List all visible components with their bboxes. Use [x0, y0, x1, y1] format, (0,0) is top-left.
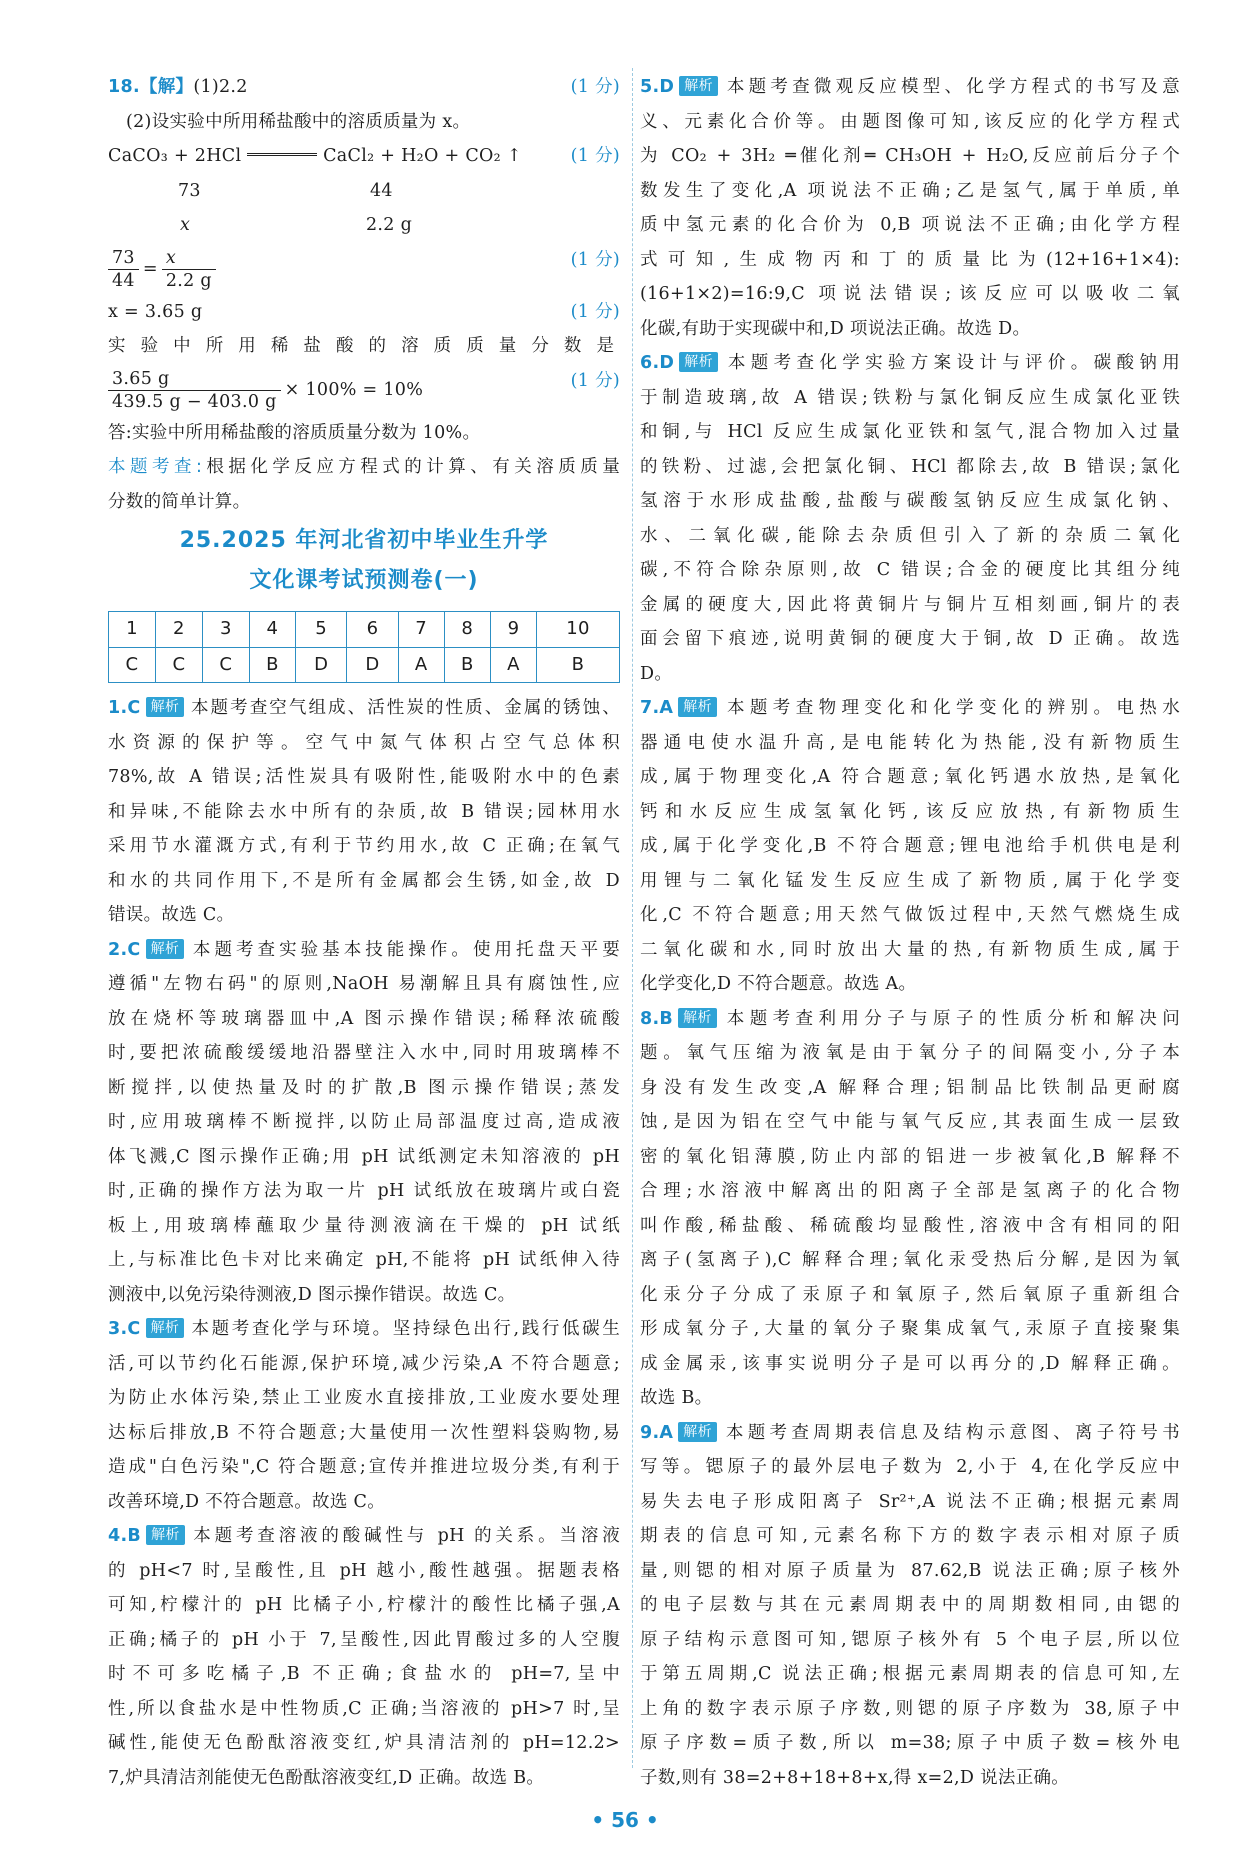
question-number: 3.C: [108, 1319, 141, 1339]
explanation-line: 易失去电子形成阳离子 Sr²⁺,A 说法不正确;根据元素周: [640, 1491, 1180, 1512]
q18-result: [108, 295, 620, 330]
explanation-line: 形成氧分子,大量的氧分子聚集成氧气,汞原子直接聚集: [640, 1319, 1180, 1339]
fraction-x-2.2: $\frac{x}{2.2 g}$: [162, 247, 216, 292]
explanation-line: 水、二氧化碳,能除去杂质但引入了新的杂质二氧化: [640, 525, 1180, 546]
equation-right: CaCl₂ + H₂O + CO₂ ↑: [323, 146, 522, 166]
q18-line-2: (2)设实验中所用稀盐酸中的溶质质量为 x。: [126, 111, 471, 132]
right-column: [640, 70, 1180, 1795]
explanation-item: [108, 1312, 620, 1519]
explanation-line: [108, 933, 620, 968]
answer-table-answer-cell: A: [398, 647, 444, 683]
known-mass: 2.2 g: [366, 215, 413, 235]
explanation-line: 达标后排放,B 不符合题意;大量使用一次性塑料袋购物,易: [108, 1422, 620, 1443]
analysis-badge: 解析: [146, 1318, 185, 1338]
answer-table-number-cell: 5: [296, 612, 347, 648]
answer-table-answer-cell: A: [490, 647, 536, 683]
explanation-line: 碳,不符合除杂原则,故 C 错误;合金的硬度比其组分纯: [640, 560, 1180, 580]
explanation-line: 水资源的保护等。空气中氮气体积占空气总体积: [108, 732, 620, 753]
explanation-line: 原子结构示意图可知,锶原子核外有 5 个电子层,所以位: [640, 1629, 1180, 1650]
answer-table-answer-cell: B: [537, 647, 620, 683]
analysis-badge: 解析: [678, 1008, 717, 1028]
q18-equation: [108, 139, 620, 174]
explanation-line: 化学变化,D 不符合题意。故选 A。: [640, 974, 917, 994]
explanation-line: 离子(氢离子),C 解释合理;氧化汞受热后分解,是因为氧: [640, 1250, 1180, 1270]
explanation-line: 式可知,生成物丙和丁的质量比为(12+16+1×4):: [640, 249, 1180, 270]
explanation-line: 的 pH<7 时,呈酸性,且 pH 越小,酸性越强。据题表格: [108, 1560, 620, 1581]
explanation-line: 故选 B。: [640, 1388, 713, 1408]
analysis-badge: 解析: [679, 352, 718, 372]
analysis-badge: 解析: [146, 697, 185, 717]
focus-label: 本题考查:: [108, 457, 203, 477]
question-number: 6.D: [640, 353, 675, 373]
explanation-line: 合理;水溶液中解离出的阳离子全部是氢离子的化合物: [640, 1181, 1180, 1201]
explanation-line: 78%,故 A 错误;活性炭具有吸附性,能吸附水中的色素: [108, 767, 620, 787]
explanation-line: 的铁粉、过滤,会把氯化铜、HCl 都除去,故 B 错误;氯化: [640, 456, 1180, 477]
answer-table-answer-cell: C: [202, 647, 249, 683]
explanation-line: [108, 1519, 620, 1554]
equation-left: CaCO₃ + 2HCl: [108, 146, 242, 166]
answer-table-answer-cell: C: [109, 647, 156, 683]
q18-molar-masses: [108, 174, 620, 209]
answer-table-answer-cell: B: [444, 647, 490, 683]
explanation-line: 面会留下痕迹,说明黄铜的硬度大于铜,故 D 正确。故选: [640, 629, 1180, 649]
explanation-line: 时,要把浓硫酸缓缓地沿器壁注入水中,同时用玻璃棒不: [108, 1043, 620, 1063]
answer-table-answer-cell: C: [155, 647, 202, 683]
question-number: 8.B: [640, 1008, 674, 1029]
points-label: (1 分): [570, 249, 620, 270]
fraction-mass: $\frac{3.65 g}{439.5 g - 403.0 g}$: [108, 368, 281, 413]
question-number: 7.A: [640, 698, 674, 718]
explanation-line: 密的氧化铝薄膜,防止内部的铝进一步被氧化,B 解释不: [640, 1146, 1180, 1167]
explanation-line: 成金属汞,该事实说明分子是可以再分的,D 解释正确。: [640, 1353, 1180, 1374]
explanation-item: [108, 691, 620, 933]
explanation-line: 化,C 不符合题意;用天然气做饭过程中,天然气燃烧生成: [640, 905, 1180, 925]
answer-table-answers: [109, 647, 620, 683]
explanation-line: [640, 691, 1180, 726]
answer-table-number-cell: 6: [347, 612, 398, 648]
explanation-text: 本题考查利用分子与原子的性质分析和解决问: [721, 1008, 1180, 1029]
fraction-73-44: $\frac{73}{44}$: [108, 247, 139, 292]
question-number: 9.A: [640, 1422, 674, 1443]
q18-unknowns: [108, 208, 620, 243]
analysis-badge: 解析: [146, 1525, 185, 1545]
explanation-line: 板上,用玻璃棒蘸取少量待测液滴在干燥的 pH 试纸: [108, 1215, 620, 1236]
explanation-item: [108, 933, 620, 1313]
explanation-line: 改善环境,D 不符合题意。故选 C。: [108, 1491, 386, 1512]
explanation-line: 碱性,能使无色酚酞溶液变红,炉具清洁剂的 pH=12.2>: [108, 1733, 620, 1753]
explanation-line: 为防止水体污染,禁止工业废水直接排放,工业废水要处理: [108, 1388, 620, 1408]
explanation-text: 本题考查周期表信息及结构示意图、离子符号书: [721, 1422, 1180, 1443]
q18-number: 18.: [108, 77, 140, 97]
explanation-line: 和水的共同作用下,不是所有金属都会生锈,如金,故 D: [108, 870, 620, 891]
explanation-line: 和铜,与 HCl 反应生成氯化亚铁和氢气,混合物加入过量: [640, 422, 1180, 442]
q18-block: [108, 70, 620, 519]
question-number: 4.B: [108, 1526, 142, 1546]
explanation-line: 写等。锶原子的最外层电子数为 2,小于 4,在化学反应中: [640, 1457, 1180, 1477]
explanation-line: 质中氢元素的化合价为 0,B 项说法不正确;由化学方程: [640, 215, 1180, 235]
explanation-line: [640, 1416, 1180, 1451]
answer-table-answer-cell: B: [249, 647, 295, 683]
result-text: x = 3.65 g: [108, 301, 203, 322]
explanation-item: [640, 346, 1180, 691]
explanation-line: 放在烧杯等玻璃器皿中,A 图示操作错误;稀释浓硫酸: [108, 1008, 620, 1029]
left-column: [108, 70, 620, 1795]
explanation-line: 体飞溅,C 图示操作正确;用 pH 试纸测定未知溶液的 pH: [108, 1146, 620, 1167]
q18-line-1: [108, 70, 620, 105]
explanation-line: 身没有发生改变,A 解释合理;铝制品比铁制品更耐腐: [640, 1077, 1180, 1098]
explanation-line: 量,则锶的相对原子质量为 87.62,B 说法正确;原子核外: [640, 1560, 1180, 1581]
fraction-tail: × 100% = 10%: [284, 379, 424, 400]
explanation-line: 时不可多吃橘子,B 不正确;食盐水的 pH=7,呈中: [108, 1664, 620, 1684]
left-explanations: [108, 691, 620, 1795]
equals-arrow: [247, 139, 317, 174]
section-title-1: 25.2025 年河北省初中毕业生升学: [179, 528, 549, 553]
explanation-line: 化碳,有助于实现碳中和,D 项说法正确。故选 D。: [640, 318, 1031, 339]
question-number: 1.C: [108, 698, 141, 718]
explanation-item: [640, 1416, 1180, 1796]
explanation-item: [640, 691, 1180, 1002]
column-divider: [632, 68, 633, 1768]
q18-tag: 【解】: [139, 77, 194, 97]
analysis-badge: 解析: [678, 1422, 717, 1442]
q18-focus-2: 分数的简单计算。: [108, 491, 251, 512]
q18-focus: [108, 450, 620, 485]
explanation-text: 本题考查溶液的酸碱性与 pH 的关系。当溶液: [189, 1526, 620, 1546]
explanation-line: 可知,柠檬汁的 pH 比橘子小,柠檬汁的酸性比橘子强,A: [108, 1595, 620, 1615]
explanation-line: 测液中,以免污染待测液,D 图示操作错误。故选 C。: [108, 1284, 516, 1305]
explanation-line: 和异味,不能除去水中所有的杂质,故 B 错误;园林用水: [108, 801, 620, 822]
answer-table-number-cell: 1: [109, 612, 156, 648]
answer-table-number-cell: 4: [249, 612, 295, 648]
question-number: 5.D: [640, 77, 675, 97]
points-label: (1 分): [570, 301, 620, 322]
explanation-item: [640, 1002, 1180, 1416]
explanation-line: D。: [640, 663, 673, 684]
explanation-line: 用锂与二氧化锰发生反应生成了新物质,属于化学变: [640, 870, 1180, 891]
explanation-item: [108, 1519, 620, 1795]
explanation-line: (16+1×2)=16:9,C 项说法错误;该反应可以吸收二氧: [640, 284, 1180, 304]
explanation-line: 子数,则有 38=2+8+18+8+x,得 x=2,D 说法正确。: [640, 1767, 1070, 1788]
answer-table-number-cell: 9: [490, 612, 536, 648]
explanation-line: 正确;橘子的 pH 小于 7,呈酸性,因此胃酸过多的人空腹: [108, 1629, 620, 1650]
analysis-badge: 解析: [146, 939, 185, 959]
q18-mass-text: 实验中所用稀盐酸的溶质质量分数是: [108, 336, 620, 356]
explanation-line: 成,属于物理变化,A 符合题意;氧化钙遇水放热,是氧化: [640, 767, 1180, 787]
explanation-line: 时,应用玻璃棒不断搅拌,以防止局部温度过高,造成液: [108, 1112, 620, 1132]
explanation-line: 钙和水反应生成氢氧化钙,该反应放热,有新物质生: [640, 801, 1180, 822]
explanation-line: 为 CO₂ + 3H₂ ═催化剂═ CH₃OH + H₂O,反应前后分子个: [640, 146, 1180, 166]
explanation-line: 氢溶于水形成盐酸,盐酸与碳酸氢钠反应生成氯化钠、: [640, 491, 1180, 511]
q18-proportion: $\frac{73}{44}$ = $\frac{x}{2.2 g}$ (1 分): [108, 243, 620, 295]
unknown-x: x: [180, 215, 191, 235]
explanation-line: 叫作酸,稀盐酸、稀硫酸均显酸性,溶液中含有相同的阳: [640, 1215, 1180, 1236]
analysis-badge: 解析: [679, 76, 718, 96]
explanation-line: [108, 691, 620, 726]
q18-part1: (1)2.2: [193, 77, 248, 97]
explanation-text: 本题考查化学与环境。坚持绿色出行,践行低碳生: [189, 1319, 620, 1339]
q18-answer: 答:实验中所用稀盐酸的溶质质量分数为 10%。: [108, 422, 481, 443]
explanation-line: 于制造玻璃,故 A 错误;铁粉与氯化铜反应生成氯化亚铁: [640, 387, 1180, 408]
explanation-line: 性,所以食盐水是中性物质,C 正确;当溶液的 pH>7 时,呈: [108, 1698, 620, 1719]
focus-text: 根据化学反应方程式的计算、有关溶质质量: [202, 457, 620, 477]
explanation-line: 二氧化碳和水,同时放出大量的热,有新物质生成,属于: [640, 939, 1180, 960]
explanation-line: [640, 1002, 1180, 1037]
explanation-text: 本题考查微观反应模型、化学方程式的书写及意: [722, 77, 1180, 97]
explanation-line: 义、元素化合价等。由题图像可知,该反应的化学方程式: [640, 111, 1180, 132]
explanation-line: 造成"白色污染",C 符合题意;宣传并推进垃圾分类,有利于: [108, 1457, 620, 1477]
explanation-line: 上角的数字表示原子序数,则锶的原子序数为 38,原子中: [640, 1698, 1180, 1719]
explanation-line: 成,属于化学变化,B 不符合题意;锂电池给手机供电是利: [640, 836, 1180, 856]
explanation-item: [640, 70, 1180, 346]
q18-mass-fraction: [108, 364, 620, 416]
explanation-line: 数发生了变化,A 项说法不正确;乙是氢气,属于单质,单: [640, 180, 1180, 201]
answer-table-answer-cell: D: [347, 647, 398, 683]
right-explanations: [640, 70, 1180, 1795]
explanation-line: 活,可以节约化石能源,保护环境,减少污染,A 不符合题意;: [108, 1353, 620, 1374]
explanation-line: 7,炉具清洁剂能使无色酚酞溶液变红,D 正确。故选 B。: [108, 1767, 545, 1788]
answer-table-number-cell: 7: [398, 612, 444, 648]
explanation-line: [640, 70, 1180, 105]
answer-table-answer-cell: D: [296, 647, 347, 683]
points-label: (1 分): [570, 146, 620, 166]
explanation-line: 原子序数=质子数,所以 m=38;原子中质子数=核外电: [640, 1733, 1180, 1753]
explanation-line: 于第五周期,C 说法正确;根据元素周期表的信息可知,左: [640, 1664, 1180, 1684]
explanation-line: [640, 346, 1180, 381]
answer-table-number-cell: 2: [155, 612, 202, 648]
answer-table-number-cell: 8: [444, 612, 490, 648]
explanation-line: 采用节水灌溉方式,有利于节约用水,故 C 正确;在氧气: [108, 836, 620, 856]
explanation-text: 本题考查空气组成、活性炭的性质、金属的锈蚀、: [189, 698, 620, 718]
explanation-line: 金属的硬度大,因此将黄铜片与铜片互相刻画,铜片的表: [640, 594, 1180, 615]
explanation-line: 化汞分子分成了汞原子和氧原子,然后氧原子重新组合: [640, 1284, 1180, 1305]
molar-mass-1: 73: [178, 180, 201, 201]
answer-table: [108, 611, 620, 683]
analysis-badge: 解析: [678, 697, 717, 717]
explanation-line: 期表的信息可知,元素名称下方的数字表示相对原子质: [640, 1526, 1180, 1546]
question-number: 2.C: [108, 939, 141, 960]
answer-table-number-cell: 10: [537, 612, 620, 648]
explanation-line: 遵循"左物右码"的原则,NaOH 易潮解且具有腐蚀性,应: [108, 974, 620, 994]
explanation-line: 蚀,是因为铝在空气中能与氧气反应,其表面生成一层致: [640, 1112, 1180, 1132]
points-label: (1 分): [570, 370, 620, 391]
explanation-text: 本题考查物理变化和化学变化的辨别。电热水: [721, 698, 1180, 718]
explanation-line: 时,正确的操作方法为取一片 pH 试纸放在玻璃片或白瓷: [108, 1181, 620, 1201]
page-number: • 56 •: [591, 1808, 659, 1832]
explanation-line: 器通电使水温升高,是电能转化为热能,没有新物质生: [640, 732, 1180, 753]
section-title-2: 文化课考试预测卷(一): [249, 568, 479, 593]
points-label: (1 分): [570, 77, 620, 97]
explanation-line: 上,与标准比色卡对比来确定 pH,不能将 pH 试纸伸入待: [108, 1250, 620, 1270]
explanation-line: 题。氧气压缩为液氧是由于氧分子的间隔变小,分子本: [640, 1043, 1180, 1063]
answer-table-numbers: [109, 612, 620, 648]
explanation-line: 的电子层数与其在元素周期表中的周期数相同,由锶的: [640, 1595, 1180, 1615]
explanation-line: 断搅拌,以使热量及时的扩散,B 图示操作错误;蒸发: [108, 1077, 620, 1098]
molar-mass-2: 44: [370, 180, 393, 201]
explanation-line: 错误。故选 C。: [108, 905, 235, 925]
explanation-line: [108, 1312, 620, 1347]
explanation-text: 本题考查化学实验方案设计与评价。碳酸钠用: [722, 353, 1180, 373]
answer-table-number-cell: 3: [202, 612, 249, 648]
explanation-text: 本题考查实验基本技能操作。使用托盘天平要: [189, 939, 620, 960]
